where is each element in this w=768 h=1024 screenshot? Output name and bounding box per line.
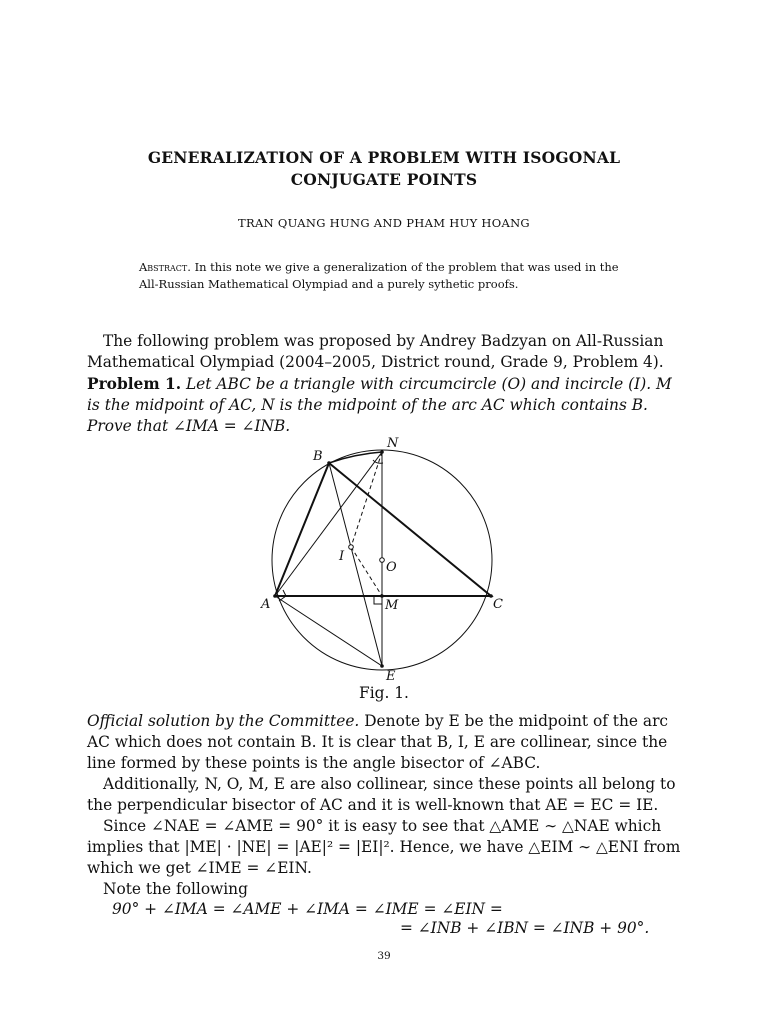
abstract-text: In this note we give a generalization of the problem that was used in the All-Russian Mathematical Olympiad and a purely sythetic proofs.: [139, 260, 619, 291]
point-m: [380, 594, 384, 598]
title-line-2: CONJUGATE POINTS: [290, 170, 478, 189]
solution-paragraph-1: [87, 711, 683, 774]
geometry-diagram: [255, 432, 515, 684]
equation-line-1: 90° + ∠IMA = ∠AME + ∠IMA = ∠IME = ∠EIN =: [112, 900, 503, 918]
figure-1: [255, 432, 515, 684]
label-n: N: [387, 436, 399, 451]
point-n: [380, 450, 384, 454]
label-e: E: [386, 669, 396, 684]
label-o: O: [386, 560, 397, 575]
title-line-1: GENERALIZATION OF A PROBLEM WITH ISOGONAL: [147, 148, 621, 167]
point-e: [380, 664, 384, 668]
dashed-ni: [351, 452, 382, 547]
solution-paragraph-2: Additionally, N, O, M, E are also collinear, since these points all belong to the perpendicular bisector of AC and it is well-known that AE = EC = IE.: [87, 775, 676, 814]
problem-text: Let ABC be a triangle with circumcircle (O) and incircle (I). M is the midpoint of AC, N is the midpoint of the arc AC which contains B. Prove that ∠IMA = ∠INB.: [87, 375, 672, 435]
authors: TRAN QUANG HUNG AND PHAM HUY HOANG: [238, 216, 530, 230]
paper-title: [60, 147, 708, 191]
dashed-im: [351, 547, 382, 596]
abstract: [139, 259, 629, 293]
label-c: C: [493, 597, 503, 612]
label-m: M: [385, 598, 399, 613]
point-b: [327, 461, 331, 465]
point-o: [380, 558, 385, 563]
line-an: [275, 452, 382, 596]
solution-paragraph-4: Note the following: [103, 880, 248, 898]
page-number: 39: [377, 950, 391, 962]
label-i: I: [339, 549, 345, 564]
problem-label: Problem 1.: [87, 375, 182, 393]
solution-text-1: Denote by E be the midpoint of the arc AC which does not contain B. It is clear that B, I, E are collinear, since the line formed by these points is the angle bisector of ∠ABC.: [87, 712, 669, 772]
label-b: B: [313, 449, 323, 464]
problem-statement: [87, 374, 683, 437]
solution: [87, 711, 683, 900]
point-i: [349, 545, 354, 550]
figure-caption: Fig. 1.: [359, 684, 409, 702]
solution-label: Official solution by the Committee.: [87, 712, 360, 730]
intro-paragraph: The following problem was proposed by Andrey Badzyan on All-Russian Mathematical Olympiad (2004–2005, District round, Grade 9, Problem 4).: [87, 332, 664, 371]
equation-line-2: = ∠INB + ∠IBN = ∠INB + 90°.: [400, 919, 650, 937]
triangle-abc: [275, 463, 491, 596]
label-a: A: [261, 597, 271, 612]
abstract-label: Abstract.: [139, 260, 191, 274]
solution-paragraph-3: Since ∠NAE = ∠AME = 90° it is easy to see that △AME ∼ △NAE which implies that |ME| · |NE| = |AE|² = |EI|². Hence, we have △EIM ∼ △ENI from which we get ∠IME = ∠EIN.: [87, 817, 681, 877]
point-a: [273, 594, 277, 598]
line-be: [329, 463, 382, 666]
